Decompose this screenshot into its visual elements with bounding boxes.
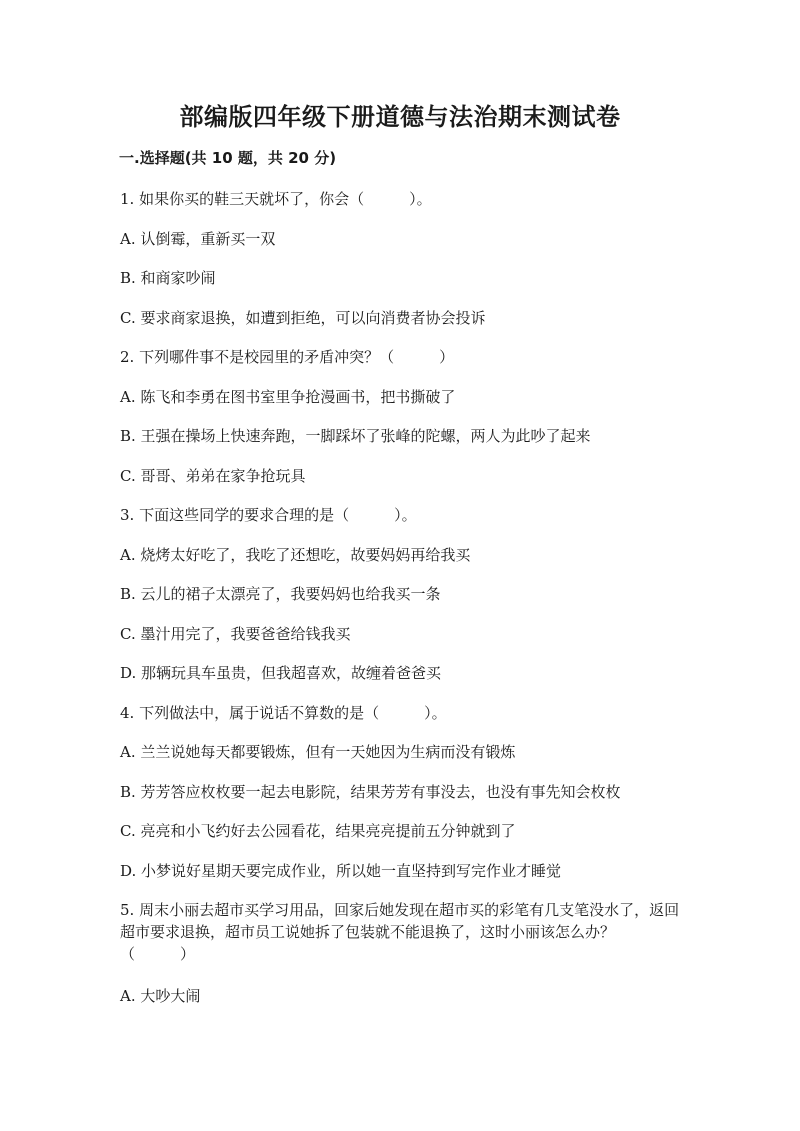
question-3-option-a: A. 烧烤太好吃了，我吃了还想吃，故要妈妈再给我买 bbox=[120, 546, 471, 564]
question-4-stem: 4. 下列做法中，属于说话不算数的是（ ）。 bbox=[120, 704, 447, 722]
question-1-stem: 1. 如果你买的鞋三天就坏了，你会（ ）。 bbox=[120, 190, 432, 208]
question-1-option-c: C. 要求商家退换，如遭到拒绝，可以向消费者协会投诉 bbox=[120, 309, 486, 327]
question-2-stem: 2. 下列哪件事不是校园里的矛盾冲突？（ ） bbox=[120, 348, 455, 366]
question-4-option-a: A. 兰兰说她每天都要锻炼，但有一天她因为生病而没有锻炼 bbox=[120, 743, 516, 761]
question-4-option-d: D. 小梦说好星期天要完成作业，所以她一直坚持到写完作业才睡觉 bbox=[120, 862, 562, 880]
question-5-stem: 5. 周末小丽去超市买学习用品，回家后她发现在超市买的彩笔有几支笔没水了，返回超市要求退换，超市员工说她拆了包装就不能退换了，这时小丽该怎么办？（ ） bbox=[120, 901, 680, 963]
question-3-option-b: B. 云儿的裙子太漂亮了，我要妈妈也给我买一条 bbox=[120, 585, 441, 603]
question-1-option-a: A. 认倒霉，重新买一双 bbox=[120, 230, 276, 248]
question-2-option-b: B. 王强在操场上快速奔跑，一脚踩坏了张峰的陀螺，两人为此吵了起来 bbox=[120, 427, 591, 445]
question-3-stem: 3. 下面这些同学的要求合理的是（ ）。 bbox=[120, 506, 417, 524]
question-2-option-a: A. 陈飞和李勇在图书室里争抢漫画书，把书撕破了 bbox=[120, 388, 456, 406]
question-5-option-a: A. 大吵大闹 bbox=[120, 987, 201, 1005]
section-heading: 一.选择题(共 10 题，共 20 分) bbox=[119, 149, 337, 167]
exam-title: 部编版四年级下册道德与法治期末测试卷 bbox=[179, 102, 621, 131]
question-2-option-c: C. 哥哥、弟弟在家争抢玩具 bbox=[120, 467, 306, 485]
question-3-option-d: D. 那辆玩具车虽贵，但我超喜欢，故缠着爸爸买 bbox=[120, 664, 442, 682]
question-4-option-c: C. 亮亮和小飞约好去公园看花，结果亮亮提前五分钟就到了 bbox=[120, 822, 516, 840]
question-4-option-b: B. 芳芳答应枚枚要一起去电影院，结果芳芳有事没去，也没有事先知会枚枚 bbox=[120, 783, 621, 801]
question-3-option-c: C. 墨汁用完了，我要爸爸给钱我买 bbox=[120, 625, 351, 643]
question-1-option-b: B. 和商家吵闹 bbox=[120, 269, 216, 287]
